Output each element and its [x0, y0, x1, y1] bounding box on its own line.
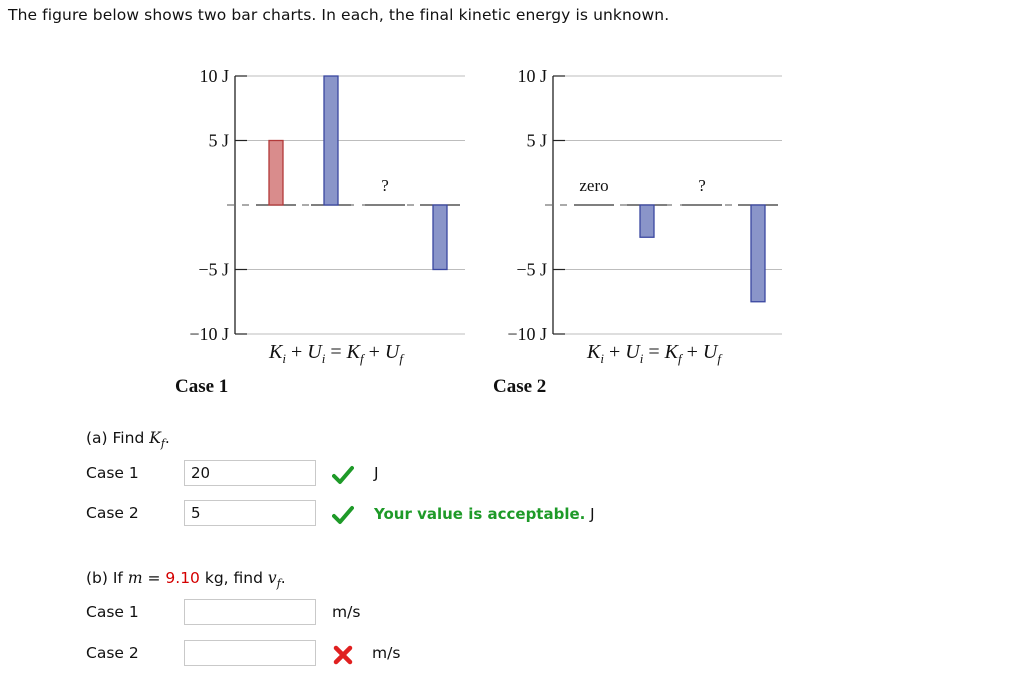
case-title: Case 2 — [493, 376, 547, 397]
bar-charts — [0, 50, 1024, 400]
mass-var: m — [127, 569, 143, 587]
cross-icon — [332, 644, 354, 666]
bar-k-i — [269, 141, 283, 206]
bar-u-f — [433, 205, 447, 270]
acceptable-message: Your value is acceptable. — [374, 505, 586, 523]
bar-u-i — [640, 205, 654, 237]
part-a-case1-unit: J — [374, 464, 379, 482]
part-b-prefix: (b) If — [86, 569, 123, 587]
y-tick-label: −5 J — [516, 259, 547, 280]
part-b-sub: f — [276, 577, 281, 591]
part-a-sub: f — [160, 437, 165, 451]
bar-u-f — [751, 205, 765, 302]
mass-unit: kg, — [204, 569, 229, 587]
part-a-case2-unit: J — [590, 505, 595, 523]
part-a-case2-feedback — [374, 505, 595, 523]
equation-label: $K_i + U_i = K_f + U_f$ — [269, 341, 403, 366]
bar-annotation: zero — [579, 176, 609, 195]
bar-annotation: ? — [698, 176, 706, 195]
y-tick-label: 5 J — [526, 130, 547, 151]
part-a-label: (a) Find — [86, 429, 145, 447]
part-a-case1-input[interactable] — [184, 460, 316, 486]
part-a-question: (a) Find $K_f$. — [86, 429, 170, 451]
equals-sign: = — [147, 569, 161, 587]
y-tick-label: −5 J — [198, 259, 229, 280]
bar-annotation: ? — [381, 176, 389, 195]
part-b-case2-label: Case 2 — [86, 644, 139, 662]
check-icon — [332, 464, 354, 486]
part-b-case1-label: Case 1 — [86, 603, 139, 621]
part-a-case2-input[interactable] — [184, 500, 316, 526]
bar-u-i — [324, 76, 338, 205]
y-tick-label: −10 J — [189, 324, 229, 344]
intro-text: The figure below shows two bar charts. In each, the final kinetic energy is unknown. — [8, 6, 670, 24]
part-b-case1-unit: m/s — [332, 603, 361, 621]
part-a-case2-label: Case 2 — [86, 504, 139, 522]
part-a-case1-label: Case 1 — [86, 464, 139, 482]
part-b-var: v — [267, 569, 277, 587]
mass-value: 9.10 — [165, 569, 200, 587]
equation-label: $K_i + U_i = K_f + U_f$ — [587, 341, 721, 366]
find-word: find — [233, 569, 263, 587]
part-b-case2-unit: m/s — [372, 644, 401, 662]
y-tick-label: 5 J — [208, 130, 229, 151]
part-b-case1-input[interactable] — [184, 599, 316, 625]
part-b-question: (b) If m = 9.10 kg, find $v_f$. — [86, 569, 286, 591]
part-a-var: K — [149, 429, 161, 447]
part-b-case2-input[interactable] — [184, 640, 316, 666]
y-tick-label: 10 J — [199, 66, 229, 86]
y-tick-label: 10 J — [517, 66, 547, 86]
y-tick-label: −10 J — [507, 324, 547, 344]
check-icon — [332, 504, 354, 526]
case-title: Case 1 — [175, 376, 229, 397]
